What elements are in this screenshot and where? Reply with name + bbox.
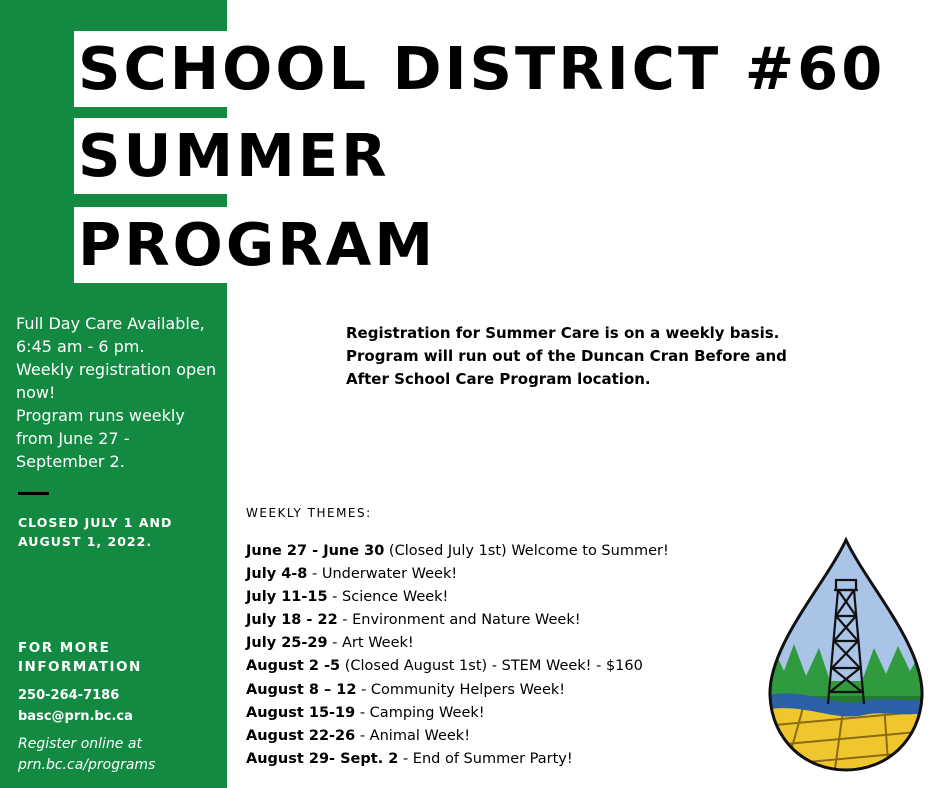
theme-desc: - Art Week! bbox=[327, 635, 414, 652]
care-line: Program runs weekly bbox=[16, 406, 185, 425]
theme-row bbox=[246, 655, 669, 678]
theme-date: August 2 -5 bbox=[246, 658, 341, 675]
theme-desc: - Science Week! bbox=[327, 589, 449, 606]
theme-row bbox=[246, 563, 669, 586]
theme-date: August 8 – 12 bbox=[246, 681, 357, 698]
care-line: Full Day Care Available, bbox=[16, 314, 205, 333]
care-line: from June 27 - bbox=[16, 429, 130, 448]
more-info-line: FOR MORE bbox=[18, 640, 111, 656]
register-link[interactable]: prn.bc.ca/programs bbox=[18, 757, 156, 773]
weekly-themes-heading: WEEKLY THEMES: bbox=[246, 506, 372, 520]
care-line: now! bbox=[16, 383, 56, 402]
theme-date: July 18 - 22 bbox=[246, 612, 338, 629]
theme-row bbox=[246, 632, 669, 655]
theme-row bbox=[246, 540, 669, 563]
theme-row bbox=[246, 725, 669, 748]
theme-row bbox=[246, 609, 669, 632]
closed-notice bbox=[18, 513, 218, 551]
page-title-line-2: SUMMER bbox=[74, 118, 396, 194]
theme-desc: (Closed July 1st) Welcome to Summer! bbox=[384, 543, 669, 559]
theme-date: August 29- Sept. 2 bbox=[246, 750, 399, 767]
care-info bbox=[16, 312, 224, 473]
theme-desc: - Animal Week! bbox=[355, 727, 471, 744]
theme-desc: - Community Helpers Week! bbox=[356, 681, 566, 698]
theme-desc: - End of Summer Party! bbox=[398, 750, 573, 767]
email-link[interactable]: basc@prn.bc.ca bbox=[18, 709, 133, 724]
care-line: September 2. bbox=[16, 452, 125, 471]
theme-date: July 4-8 bbox=[246, 566, 308, 583]
theme-row bbox=[246, 679, 669, 702]
register-line: Register online at bbox=[18, 736, 142, 752]
page-title-line-1: SCHOOL DISTRICT #60 bbox=[74, 31, 891, 107]
theme-desc: (Closed August 1st) - STEM Week! - $160 bbox=[340, 658, 643, 675]
theme-date: July 11-15 bbox=[246, 589, 328, 606]
theme-row bbox=[246, 748, 669, 771]
care-line: Weekly registration open bbox=[16, 360, 217, 379]
theme-row bbox=[246, 586, 669, 609]
registration-intro bbox=[346, 322, 787, 391]
theme-desc: - Camping Week! bbox=[355, 704, 485, 721]
care-line: 6:45 am - 6 pm. bbox=[16, 337, 145, 356]
theme-date: August 15-19 bbox=[246, 704, 356, 721]
water-drop-tower-logo-icon bbox=[764, 536, 928, 776]
theme-date: July 25-29 bbox=[246, 635, 328, 652]
intro-line: Program will run out of the Duncan Cran Before and bbox=[346, 347, 787, 365]
closed-line: CLOSED JULY 1 AND bbox=[18, 515, 173, 530]
theme-row bbox=[246, 702, 669, 725]
closed-line: AUGUST 1, 2022. bbox=[18, 534, 153, 549]
more-info-heading bbox=[18, 639, 142, 677]
theme-desc: - Underwater Week! bbox=[307, 566, 458, 583]
register-online[interactable] bbox=[18, 734, 155, 776]
sidebar-divider bbox=[18, 492, 49, 495]
theme-desc: - Environment and Nature Week! bbox=[337, 612, 581, 629]
theme-date: June 27 - June 30 bbox=[246, 543, 385, 559]
more-info-line: INFORMATION bbox=[18, 659, 142, 675]
intro-line: After School Care Program location. bbox=[346, 370, 651, 388]
page-title-line-3: PROGRAM bbox=[74, 207, 442, 283]
phone-number[interactable]: 250-264-7186 bbox=[18, 688, 120, 703]
intro-line: Registration for Summer Care is on a weekly basis. bbox=[346, 324, 780, 342]
theme-date: August 22-26 bbox=[246, 727, 356, 744]
weekly-themes-list bbox=[246, 540, 669, 771]
